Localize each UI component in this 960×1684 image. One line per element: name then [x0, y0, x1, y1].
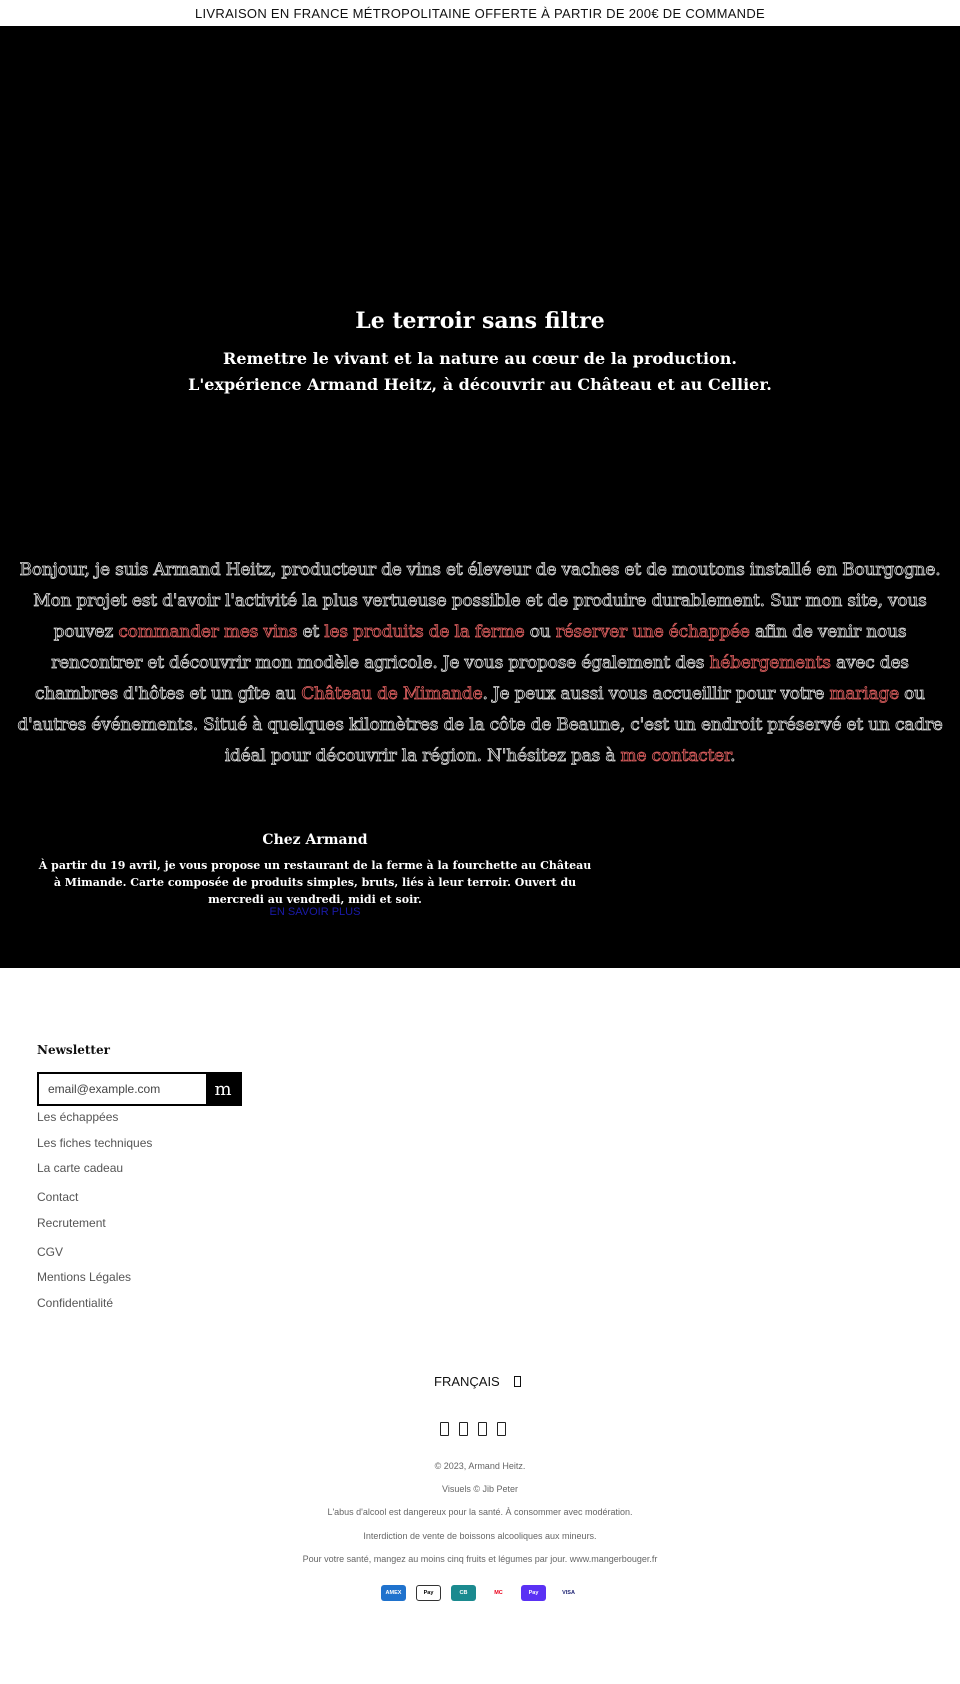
- instagram-icon[interactable]: [459, 1422, 468, 1436]
- linkedin-icon[interactable]: [478, 1422, 487, 1436]
- hero-title: Le terroir sans filtre: [355, 308, 605, 334]
- restaurant-description: À partir du 19 avril, je vous propose un restaurant de la ferme à la fourchette au Château à Mimande. Carte composée de produits simples, bruts, liés à leur terroir. Ouvert du mercredi au vendredi, midi et soir.: [38, 859, 592, 906]
- link-book-escape[interactable]: réserver une échappée: [555, 622, 750, 642]
- newsletter-form: [37, 1072, 242, 1106]
- newsletter-email-input[interactable]: [39, 1074, 206, 1104]
- link-contact-me[interactable]: me contacter: [620, 746, 731, 766]
- link-chateau-mimande[interactable]: Château de Mimande: [301, 684, 483, 704]
- facebook-icon[interactable]: [440, 1422, 449, 1436]
- link-order-wines[interactable]: commander mes vins: [118, 622, 298, 642]
- hero-subtitle: [0, 346, 960, 398]
- footer-link-contact[interactable]: Contact: [37, 1190, 79, 1204]
- newsletter-submit-button[interactable]: m: [206, 1074, 240, 1104]
- health-notice: Pour votre santé, mangez au moins cinq fruits et légumes par jour. www.mangerbouger.fr: [302, 1554, 658, 1564]
- intro-text: ou: [524, 622, 556, 642]
- minors-warning: Interdiction de vente de boissons alcooliques aux mineurs.: [363, 1531, 597, 1541]
- learn-more-link[interactable]: EN SAVOIR PLUS: [269, 906, 361, 918]
- hero-subtitle-line2: L'expérience Armand Heitz, à découvrir au Château et au Cellier.: [188, 375, 772, 394]
- payment-methods: [381, 1585, 581, 1601]
- restaurant-title: Chez Armand: [262, 832, 368, 848]
- language-selector[interactable]: [434, 1374, 521, 1389]
- footer-link-legal[interactable]: Mentions Légales: [37, 1270, 132, 1284]
- intro-paragraph: [8, 555, 952, 772]
- hero-subtitle-line1: Remettre le vivant et la nature au cœur de la production.: [223, 349, 737, 368]
- link-accommodations[interactable]: hébergements: [709, 653, 831, 673]
- intro-text: ou d'autres événements. Situé à quelques kilomètres de la côte de Beaune, c'est un endroit préservé et un cadre idéal pour découvrir la région. N'hésitez pas à: [17, 684, 943, 766]
- apple-pay-icon: Pay: [416, 1585, 441, 1601]
- mastercard-icon: MC: [486, 1585, 511, 1601]
- footer-link-careers[interactable]: Recrutement: [37, 1216, 106, 1230]
- intro-text: afin de venir nous rencontrer et découvrir mon modèle agricole. Je vous propose également des: [51, 622, 907, 673]
- alcohol-warning: L'abus d'alcool est dangereux pour la santé. À consommer avec modération.: [327, 1507, 633, 1517]
- intro-text: .: [730, 746, 736, 766]
- footer-link-terms[interactable]: CGV: [37, 1245, 64, 1259]
- link-wedding[interactable]: mariage: [829, 684, 899, 704]
- footer-link-privacy[interactable]: Confidentialité: [37, 1296, 114, 1310]
- footer-link-gift-card[interactable]: La carte cadeau: [37, 1161, 124, 1175]
- social-links: [440, 1422, 506, 1436]
- intro-text: . Je peux aussi vous accueillir pour votre: [482, 684, 830, 704]
- intro-text: et: [297, 622, 325, 642]
- cartes-bancaires-icon: CB: [451, 1585, 476, 1601]
- copyright-text: © 2023, Armand Heitz.: [434, 1461, 526, 1471]
- link-farm-products[interactable]: les produits de la ferme: [324, 622, 525, 642]
- visuals-credit: Visuels © Jib Peter: [442, 1484, 518, 1494]
- chevron-down-icon: [514, 1376, 521, 1387]
- intro-text: avec des chambres d'hôtes et un gîte au: [35, 653, 909, 704]
- shop-pay-icon: Pay: [521, 1585, 546, 1601]
- visa-icon: VISA: [556, 1585, 581, 1601]
- language-label: FRANÇAIS: [434, 1374, 500, 1389]
- announcement-bar: LIVRAISON EN FRANCE MÉTROPOLITAINE OFFERTE À PARTIR DE 200€ DE COMMANDE: [0, 0, 960, 26]
- youtube-icon[interactable]: [497, 1422, 506, 1436]
- intro-text: Bonjour, je suis Armand Heitz, producteur de vins et éleveur de vaches et de moutons installé en Bourgogne. Mon projet est d'avoir l'activité la plus vertueuse possible et de produire durablement. Sur mon site, vous pouvez: [19, 560, 941, 642]
- footer-link-escapes[interactable]: Les échappées: [37, 1110, 119, 1124]
- amex-icon: AMEX: [381, 1585, 406, 1601]
- hero-section: [0, 26, 960, 968]
- footer-link-tech-sheets[interactable]: Les fiches techniques: [37, 1136, 153, 1150]
- newsletter-label: Newsletter: [37, 1043, 110, 1057]
